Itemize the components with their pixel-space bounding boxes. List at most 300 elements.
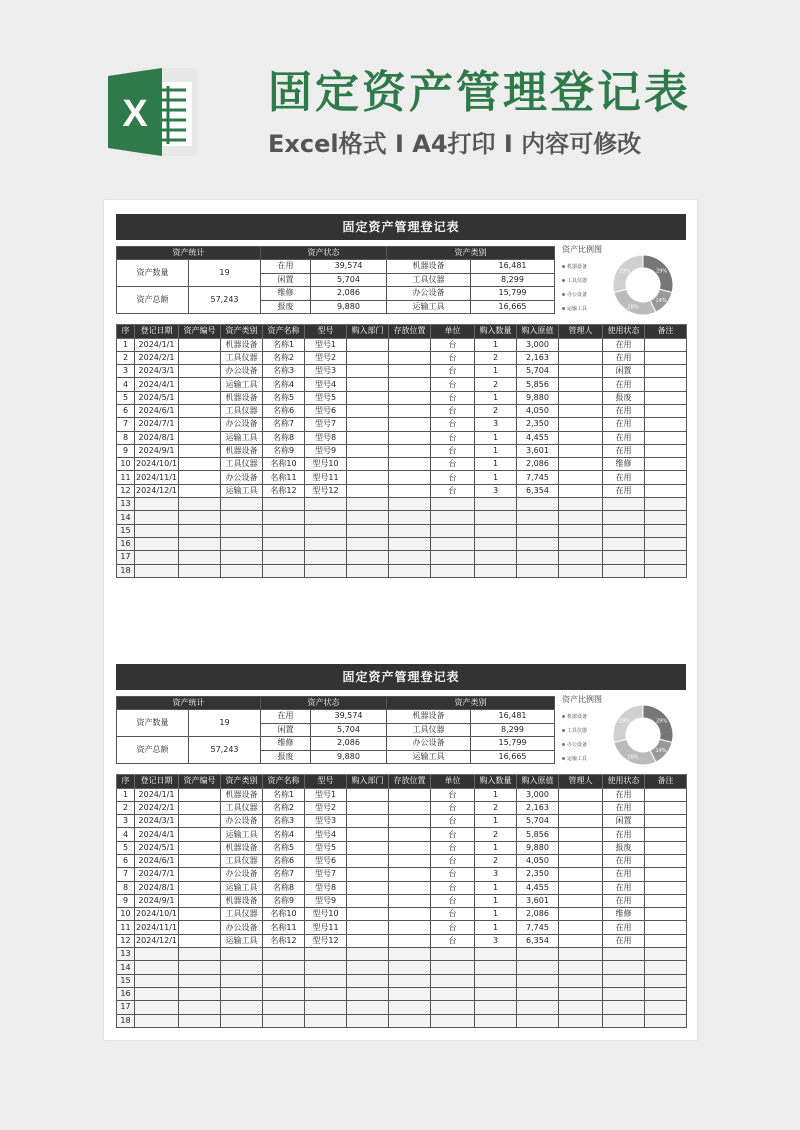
- cell-col-date[interactable]: 2024/4/1: [135, 378, 179, 391]
- cell-col-name[interactable]: 名称4: [263, 828, 305, 841]
- cell-col-location[interactable]: [389, 881, 431, 894]
- cell-col-unit[interactable]: 台: [431, 841, 475, 854]
- cell-col-value[interactable]: 7,745: [517, 921, 559, 934]
- cell-col-status[interactable]: 在用: [603, 854, 645, 867]
- cell-col-location[interactable]: [389, 948, 431, 961]
- cell-col-status[interactable]: 闲置: [603, 365, 645, 378]
- cell-col-value[interactable]: 2,350: [517, 418, 559, 431]
- cell-col-remark[interactable]: [645, 1001, 687, 1014]
- cell-col-location[interactable]: [389, 471, 431, 484]
- cell-col-qty[interactable]: 2: [475, 404, 517, 417]
- cell-col-category[interactable]: 运输工具: [221, 378, 263, 391]
- cell-col-unit[interactable]: [431, 524, 475, 537]
- cell-col-asset-id[interactable]: [179, 378, 221, 391]
- count-value[interactable]: 19: [189, 260, 261, 287]
- cell-col-date[interactable]: 2024/2/1: [135, 351, 179, 364]
- cell-col-status[interactable]: 在用: [603, 894, 645, 907]
- cell-col-model[interactable]: 型号8: [305, 881, 347, 894]
- cell-col-remark[interactable]: [645, 444, 687, 457]
- cell-col-qty[interactable]: 2: [475, 854, 517, 867]
- cell-col-manager[interactable]: [559, 391, 603, 404]
- cell-col-remark[interactable]: [645, 961, 687, 974]
- cell-col-value[interactable]: [517, 1001, 559, 1014]
- cell-col-manager[interactable]: [559, 921, 603, 934]
- cell-col-qty[interactable]: 1: [475, 788, 517, 801]
- cell-col-name[interactable]: [263, 498, 305, 511]
- cell-col-date[interactable]: [135, 961, 179, 974]
- cell-col-asset-id[interactable]: [179, 868, 221, 881]
- cell-col-unit[interactable]: 台: [431, 815, 475, 828]
- cell-col-name[interactable]: [263, 1001, 305, 1014]
- cell-col-model[interactable]: 型号2: [305, 801, 347, 814]
- cell-col-remark[interactable]: [645, 498, 687, 511]
- cell-col-status[interactable]: [603, 564, 645, 577]
- cell-col-asset-id[interactable]: [179, 788, 221, 801]
- cell-col-category[interactable]: [221, 948, 263, 961]
- cell-col-asset-id[interactable]: [179, 934, 221, 947]
- cell-col-manager[interactable]: [559, 881, 603, 894]
- cell-col-date[interactable]: 2024/8/1: [135, 431, 179, 444]
- cell-col-asset-id[interactable]: [179, 458, 221, 471]
- cell-col-status[interactable]: [603, 948, 645, 961]
- cell-col-value[interactable]: 7,745: [517, 471, 559, 484]
- cell-col-name[interactable]: 名称9: [263, 444, 305, 457]
- cell-col-status[interactable]: 在用: [603, 921, 645, 934]
- cell-col-location[interactable]: [389, 921, 431, 934]
- cell-col-qty[interactable]: 1: [475, 894, 517, 907]
- cell-col-value[interactable]: 2,163: [517, 801, 559, 814]
- total-value[interactable]: 57,243: [189, 287, 261, 314]
- count-value[interactable]: 19: [189, 710, 261, 737]
- cell-col-remark[interactable]: [645, 974, 687, 987]
- cell-col-value[interactable]: 4,455: [517, 881, 559, 894]
- cell-col-manager[interactable]: [559, 828, 603, 841]
- cell-col-remark[interactable]: [645, 471, 687, 484]
- category-value[interactable]: 16,481: [471, 710, 555, 724]
- cell-col-category[interactable]: 工具仪器: [221, 351, 263, 364]
- cell-col-location[interactable]: [389, 987, 431, 1000]
- cell-col-name[interactable]: 名称3: [263, 365, 305, 378]
- cell-col-value[interactable]: 3,000: [517, 338, 559, 351]
- cell-col-value[interactable]: 5,704: [517, 365, 559, 378]
- cell-col-location[interactable]: [389, 498, 431, 511]
- cell-col-unit[interactable]: 台: [431, 854, 475, 867]
- cell-col-location[interactable]: [389, 908, 431, 921]
- cell-col-name[interactable]: [263, 948, 305, 961]
- cell-col-unit[interactable]: [431, 987, 475, 1000]
- cell-col-location[interactable]: [389, 338, 431, 351]
- cell-col-value[interactable]: 2,350: [517, 868, 559, 881]
- cell-col-manager[interactable]: [559, 537, 603, 550]
- cell-col-value[interactable]: [517, 948, 559, 961]
- cell-col-dept[interactable]: [347, 934, 389, 947]
- cell-col-unit[interactable]: [431, 948, 475, 961]
- cell-col-qty[interactable]: 1: [475, 471, 517, 484]
- cell-col-category[interactable]: 办公设备: [221, 815, 263, 828]
- cell-col-category[interactable]: 机器设备: [221, 391, 263, 404]
- status-value[interactable]: 2,086: [311, 287, 387, 301]
- cell-col-remark[interactable]: [645, 431, 687, 444]
- cell-col-date[interactable]: 2024/10/1: [135, 458, 179, 471]
- cell-col-asset-id[interactable]: [179, 921, 221, 934]
- cell-col-status[interactable]: 在用: [603, 418, 645, 431]
- cell-col-qty[interactable]: [475, 974, 517, 987]
- cell-col-name[interactable]: 名称5: [263, 391, 305, 404]
- cell-col-remark[interactable]: [645, 1014, 687, 1027]
- cell-col-unit[interactable]: 台: [431, 828, 475, 841]
- cell-col-model[interactable]: [305, 961, 347, 974]
- status-value[interactable]: 2,086: [311, 737, 387, 751]
- cell-col-category[interactable]: [221, 551, 263, 564]
- cell-col-manager[interactable]: [559, 484, 603, 497]
- cell-col-qty[interactable]: 2: [475, 801, 517, 814]
- cell-col-name[interactable]: 名称10: [263, 458, 305, 471]
- cell-col-dept[interactable]: [347, 801, 389, 814]
- cell-col-unit[interactable]: 台: [431, 908, 475, 921]
- cell-col-model[interactable]: 型号3: [305, 815, 347, 828]
- cell-col-unit[interactable]: 台: [431, 881, 475, 894]
- cell-col-category[interactable]: 机器设备: [221, 788, 263, 801]
- cell-col-qty[interactable]: [475, 511, 517, 524]
- cell-col-name[interactable]: 名称4: [263, 378, 305, 391]
- cell-col-category[interactable]: 工具仪器: [221, 908, 263, 921]
- cell-col-name[interactable]: 名称7: [263, 868, 305, 881]
- cell-col-dept[interactable]: [347, 537, 389, 550]
- cell-col-location[interactable]: [389, 365, 431, 378]
- cell-col-remark[interactable]: [645, 801, 687, 814]
- cell-col-dept[interactable]: [347, 484, 389, 497]
- cell-col-asset-id[interactable]: [179, 524, 221, 537]
- cell-col-dept[interactable]: [347, 868, 389, 881]
- cell-col-location[interactable]: [389, 564, 431, 577]
- cell-col-asset-id[interactable]: [179, 961, 221, 974]
- cell-col-date[interactable]: 2024/7/1: [135, 418, 179, 431]
- cell-col-asset-id[interactable]: [179, 404, 221, 417]
- cell-col-status[interactable]: [603, 987, 645, 1000]
- cell-col-status[interactable]: [603, 1001, 645, 1014]
- cell-col-value[interactable]: [517, 974, 559, 987]
- cell-col-date[interactable]: [135, 524, 179, 537]
- cell-col-dept[interactable]: [347, 458, 389, 471]
- cell-col-unit[interactable]: [431, 974, 475, 987]
- cell-col-dept[interactable]: [347, 524, 389, 537]
- cell-col-model[interactable]: 型号5: [305, 841, 347, 854]
- cell-col-date[interactable]: 2024/2/1: [135, 801, 179, 814]
- cell-col-qty[interactable]: [475, 564, 517, 577]
- cell-col-model[interactable]: [305, 498, 347, 511]
- cell-col-name[interactable]: [263, 1014, 305, 1027]
- cell-col-category[interactable]: 运输工具: [221, 484, 263, 497]
- cell-col-category[interactable]: 办公设备: [221, 868, 263, 881]
- cell-col-dept[interactable]: [347, 431, 389, 444]
- cell-col-name[interactable]: 名称1: [263, 338, 305, 351]
- cell-col-model[interactable]: 型号12: [305, 934, 347, 947]
- cell-col-unit[interactable]: 台: [431, 404, 475, 417]
- cell-col-manager[interactable]: [559, 378, 603, 391]
- cell-col-category[interactable]: 办公设备: [221, 471, 263, 484]
- cell-col-name[interactable]: 名称8: [263, 881, 305, 894]
- cell-col-qty[interactable]: 1: [475, 881, 517, 894]
- cell-col-remark[interactable]: [645, 458, 687, 471]
- cell-col-asset-id[interactable]: [179, 854, 221, 867]
- cell-col-asset-id[interactable]: [179, 418, 221, 431]
- cell-col-category[interactable]: 机器设备: [221, 444, 263, 457]
- cell-col-remark[interactable]: [645, 881, 687, 894]
- cell-col-value[interactable]: 5,704: [517, 815, 559, 828]
- cell-col-name[interactable]: 名称6: [263, 854, 305, 867]
- cell-col-value[interactable]: 3,601: [517, 444, 559, 457]
- cell-col-model[interactable]: [305, 511, 347, 524]
- cell-col-name[interactable]: 名称11: [263, 921, 305, 934]
- cell-col-name[interactable]: 名称12: [263, 934, 305, 947]
- cell-col-manager[interactable]: [559, 908, 603, 921]
- cell-col-manager[interactable]: [559, 524, 603, 537]
- cell-col-unit[interactable]: 台: [431, 444, 475, 457]
- cell-col-date[interactable]: 2024/3/1: [135, 365, 179, 378]
- cell-col-status[interactable]: [603, 524, 645, 537]
- cell-col-model[interactable]: 型号10: [305, 908, 347, 921]
- cell-col-dept[interactable]: [347, 961, 389, 974]
- cell-col-value[interactable]: 4,050: [517, 854, 559, 867]
- cell-col-date[interactable]: 2024/4/1: [135, 828, 179, 841]
- cell-col-manager[interactable]: [559, 934, 603, 947]
- cell-col-manager[interactable]: [559, 351, 603, 364]
- cell-col-dept[interactable]: [347, 498, 389, 511]
- cell-col-qty[interactable]: 2: [475, 378, 517, 391]
- cell-col-location[interactable]: [389, 551, 431, 564]
- cell-col-remark[interactable]: [645, 788, 687, 801]
- cell-col-remark[interactable]: [645, 404, 687, 417]
- cell-col-remark[interactable]: [645, 551, 687, 564]
- cell-col-asset-id[interactable]: [179, 365, 221, 378]
- cell-col-model[interactable]: 型号10: [305, 458, 347, 471]
- cell-col-location[interactable]: [389, 1014, 431, 1027]
- cell-col-remark[interactable]: [645, 854, 687, 867]
- cell-col-location[interactable]: [389, 894, 431, 907]
- cell-col-category[interactable]: [221, 1014, 263, 1027]
- cell-col-status[interactable]: 在用: [603, 828, 645, 841]
- cell-col-qty[interactable]: [475, 961, 517, 974]
- cell-col-qty[interactable]: [475, 987, 517, 1000]
- cell-col-dept[interactable]: [347, 471, 389, 484]
- cell-col-status[interactable]: 在用: [603, 404, 645, 417]
- cell-col-asset-id[interactable]: [179, 881, 221, 894]
- status-value[interactable]: 5,704: [311, 273, 387, 287]
- cell-col-model[interactable]: 型号11: [305, 471, 347, 484]
- cell-col-category[interactable]: [221, 537, 263, 550]
- cell-col-manager[interactable]: [559, 551, 603, 564]
- cell-col-location[interactable]: [389, 828, 431, 841]
- cell-col-value[interactable]: [517, 1014, 559, 1027]
- cell-col-category[interactable]: [221, 498, 263, 511]
- cell-col-manager[interactable]: [559, 854, 603, 867]
- cell-col-status[interactable]: 闲置: [603, 815, 645, 828]
- cell-col-qty[interactable]: 1: [475, 365, 517, 378]
- cell-col-manager[interactable]: [559, 868, 603, 881]
- cell-col-value[interactable]: 2,163: [517, 351, 559, 364]
- cell-col-date[interactable]: 2024/10/1: [135, 908, 179, 921]
- cell-col-location[interactable]: [389, 1001, 431, 1014]
- cell-col-unit[interactable]: [431, 961, 475, 974]
- status-value[interactable]: 9,880: [311, 300, 387, 314]
- cell-col-asset-id[interactable]: [179, 1014, 221, 1027]
- cell-col-asset-id[interactable]: [179, 841, 221, 854]
- cell-col-value[interactable]: [517, 498, 559, 511]
- cell-col-remark[interactable]: [645, 908, 687, 921]
- cell-col-model[interactable]: [305, 974, 347, 987]
- cell-col-manager[interactable]: [559, 987, 603, 1000]
- cell-col-qty[interactable]: 3: [475, 418, 517, 431]
- cell-col-date[interactable]: [135, 537, 179, 550]
- cell-col-location[interactable]: [389, 431, 431, 444]
- cell-col-dept[interactable]: [347, 881, 389, 894]
- cell-col-manager[interactable]: [559, 498, 603, 511]
- cell-col-dept[interactable]: [347, 351, 389, 364]
- cell-col-dept[interactable]: [347, 551, 389, 564]
- cell-col-category[interactable]: 办公设备: [221, 418, 263, 431]
- cell-col-status[interactable]: [603, 551, 645, 564]
- cell-col-manager[interactable]: [559, 404, 603, 417]
- cell-col-dept[interactable]: [347, 854, 389, 867]
- cell-col-dept[interactable]: [347, 974, 389, 987]
- cell-col-status[interactable]: 在用: [603, 338, 645, 351]
- cell-col-dept[interactable]: [347, 921, 389, 934]
- cell-col-date[interactable]: 2024/12/1: [135, 484, 179, 497]
- cell-col-value[interactable]: 9,880: [517, 391, 559, 404]
- cell-col-name[interactable]: 名称1: [263, 788, 305, 801]
- cell-col-status[interactable]: 在用: [603, 881, 645, 894]
- cell-col-remark[interactable]: [645, 934, 687, 947]
- cell-col-date[interactable]: 2024/8/1: [135, 881, 179, 894]
- cell-col-location[interactable]: [389, 391, 431, 404]
- cell-col-name[interactable]: 名称8: [263, 431, 305, 444]
- cell-col-model[interactable]: [305, 551, 347, 564]
- cell-col-status[interactable]: [603, 1014, 645, 1027]
- cell-col-category[interactable]: 工具仪器: [221, 854, 263, 867]
- cell-col-model[interactable]: 型号9: [305, 444, 347, 457]
- cell-col-date[interactable]: [135, 551, 179, 564]
- cell-col-location[interactable]: [389, 524, 431, 537]
- cell-col-qty[interactable]: [475, 1014, 517, 1027]
- cell-col-model[interactable]: 型号1: [305, 338, 347, 351]
- cell-col-category[interactable]: 办公设备: [221, 365, 263, 378]
- cell-col-name[interactable]: 名称2: [263, 351, 305, 364]
- cell-col-dept[interactable]: [347, 1001, 389, 1014]
- cell-col-name[interactable]: 名称10: [263, 908, 305, 921]
- cell-col-dept[interactable]: [347, 815, 389, 828]
- cell-col-qty[interactable]: 1: [475, 458, 517, 471]
- cell-col-value[interactable]: [517, 551, 559, 564]
- cell-col-name[interactable]: 名称2: [263, 801, 305, 814]
- cell-col-qty[interactable]: [475, 498, 517, 511]
- cell-col-status[interactable]: 报废: [603, 841, 645, 854]
- cell-col-remark[interactable]: [645, 378, 687, 391]
- cell-col-model[interactable]: 型号9: [305, 894, 347, 907]
- cell-col-date[interactable]: 2024/11/1: [135, 921, 179, 934]
- cell-col-manager[interactable]: [559, 974, 603, 987]
- cell-col-dept[interactable]: [347, 365, 389, 378]
- cell-col-unit[interactable]: 台: [431, 934, 475, 947]
- cell-col-location[interactable]: [389, 537, 431, 550]
- cell-col-value[interactable]: [517, 537, 559, 550]
- cell-col-qty[interactable]: [475, 551, 517, 564]
- cell-col-manager[interactable]: [559, 788, 603, 801]
- cell-col-unit[interactable]: 台: [431, 378, 475, 391]
- cell-col-qty[interactable]: 1: [475, 921, 517, 934]
- cell-col-qty[interactable]: [475, 1001, 517, 1014]
- cell-col-unit[interactable]: [431, 1001, 475, 1014]
- category-value[interactable]: 8,299: [471, 723, 555, 737]
- cell-col-dept[interactable]: [347, 841, 389, 854]
- cell-col-asset-id[interactable]: [179, 537, 221, 550]
- cell-col-manager[interactable]: [559, 801, 603, 814]
- cell-col-remark[interactable]: [645, 365, 687, 378]
- cell-col-value[interactable]: 4,455: [517, 431, 559, 444]
- cell-col-name[interactable]: 名称3: [263, 815, 305, 828]
- cell-col-name[interactable]: [263, 987, 305, 1000]
- cell-col-model[interactable]: [305, 524, 347, 537]
- cell-col-dept[interactable]: [347, 788, 389, 801]
- cell-col-asset-id[interactable]: [179, 894, 221, 907]
- cell-col-manager[interactable]: [559, 841, 603, 854]
- cell-col-location[interactable]: [389, 801, 431, 814]
- cell-col-date[interactable]: 2024/12/1: [135, 934, 179, 947]
- cell-col-status[interactable]: [603, 537, 645, 550]
- cell-col-model[interactable]: 型号4: [305, 378, 347, 391]
- cell-col-name[interactable]: 名称7: [263, 418, 305, 431]
- cell-col-qty[interactable]: [475, 537, 517, 550]
- cell-col-qty[interactable]: 3: [475, 934, 517, 947]
- cell-col-model[interactable]: 型号6: [305, 854, 347, 867]
- cell-col-remark[interactable]: [645, 841, 687, 854]
- cell-col-asset-id[interactable]: [179, 828, 221, 841]
- cell-col-date[interactable]: [135, 511, 179, 524]
- cell-col-dept[interactable]: [347, 404, 389, 417]
- cell-col-status[interactable]: 在用: [603, 444, 645, 457]
- cell-col-value[interactable]: 6,354: [517, 934, 559, 947]
- cell-col-asset-id[interactable]: [179, 948, 221, 961]
- cell-col-unit[interactable]: 台: [431, 391, 475, 404]
- cell-col-date[interactable]: [135, 1001, 179, 1014]
- cell-col-model[interactable]: 型号1: [305, 788, 347, 801]
- cell-col-dept[interactable]: [347, 418, 389, 431]
- cell-col-dept[interactable]: [347, 948, 389, 961]
- cell-col-location[interactable]: [389, 961, 431, 974]
- cell-col-unit[interactable]: 台: [431, 338, 475, 351]
- cell-col-qty[interactable]: 1: [475, 431, 517, 444]
- cell-col-asset-id[interactable]: [179, 815, 221, 828]
- cell-col-category[interactable]: [221, 524, 263, 537]
- cell-col-date[interactable]: 2024/7/1: [135, 868, 179, 881]
- cell-col-manager[interactable]: [559, 564, 603, 577]
- cell-col-value[interactable]: 9,880: [517, 841, 559, 854]
- cell-col-model[interactable]: 型号5: [305, 391, 347, 404]
- category-value[interactable]: 16,665: [471, 750, 555, 764]
- total-value[interactable]: 57,243: [189, 737, 261, 764]
- cell-col-location[interactable]: [389, 351, 431, 364]
- cell-col-dept[interactable]: [347, 1014, 389, 1027]
- cell-col-status[interactable]: [603, 511, 645, 524]
- cell-col-manager[interactable]: [559, 418, 603, 431]
- cell-col-unit[interactable]: [431, 1014, 475, 1027]
- cell-col-unit[interactable]: 台: [431, 418, 475, 431]
- cell-col-location[interactable]: [389, 854, 431, 867]
- cell-col-status[interactable]: 在用: [603, 431, 645, 444]
- cell-col-date[interactable]: 2024/9/1: [135, 894, 179, 907]
- status-value[interactable]: 5,704: [311, 723, 387, 737]
- cell-col-remark[interactable]: [645, 987, 687, 1000]
- cell-col-asset-id[interactable]: [179, 511, 221, 524]
